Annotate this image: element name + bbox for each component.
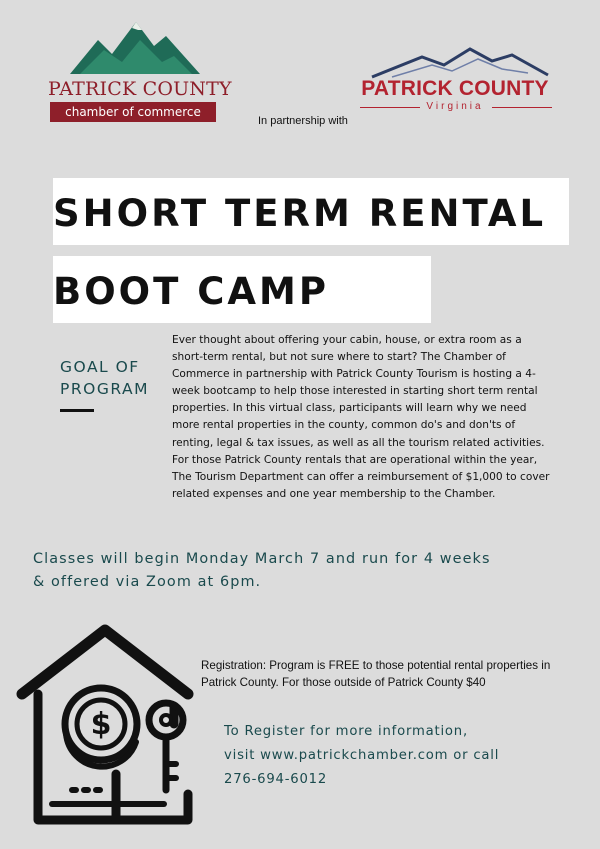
- mountain-logo-icon: [70, 18, 200, 76]
- tourism-logo: [352, 45, 558, 117]
- goal-paragraph-2: For those Patrick County rentals that are operational within the year, The Tourism Department can offer a reimbursement of $1,000 to cover related expenses and one year membership to the Chamber.: [172, 453, 550, 500]
- chamber-subtitle: chamber of commerce: [50, 102, 216, 122]
- chamber-name: PATRICK COUNTY: [48, 78, 232, 100]
- classes-info: [33, 548, 573, 594]
- mountain-outline-icon: [352, 45, 558, 79]
- tourism-subtitle: Virginia: [426, 101, 484, 112]
- goal-heading-line2: PROGRAM: [60, 380, 149, 398]
- tourism-name: PATRICK COUNTY: [361, 77, 549, 100]
- partnership-text: In partnership with: [258, 115, 348, 127]
- title-banner-2: [53, 256, 431, 323]
- register-info: [224, 720, 574, 792]
- chamber-logo: [48, 18, 232, 126]
- classes-line-1: Classes will begin Monday March 7 and run for 4 weeks: [33, 551, 491, 567]
- goal-paragraph-1: Ever thought about offering your cabin, house, or extra room as a short-term rental, but not sure where to start? The Chamber of Commerce in partnership with Patrick County Tourism is hosting a 4-week bootcamp to help those interested in starting short term rental properties. In this virtual class, participants will learn why we need more rental properties in the county, common do's and don'ts of renting, legal & tax issues, as well as all the tourism related activities.: [172, 334, 545, 449]
- register-line-2: visit www.patrickchamber.com or call: [224, 748, 500, 763]
- classes-line-2: & offered via Zoom at 6pm.: [33, 574, 262, 590]
- goal-heading: [60, 356, 170, 400]
- goal-body: [172, 332, 552, 503]
- title-line-1: SHORT TERM RENTAL: [53, 192, 547, 235]
- register-line-3: 276-694-6012: [224, 772, 328, 787]
- title-line-2: BOOT CAMP: [53, 270, 329, 313]
- title-banner-1: [53, 178, 569, 245]
- divider: [492, 107, 552, 108]
- goal-underline: [60, 409, 94, 412]
- svg-text:$: $: [90, 707, 112, 742]
- registration-text: Registration: Program is FREE to those potential rental properties in Patrick County. For those outside of Patrick County $40: [201, 659, 551, 689]
- register-line-1: To Register for more information,: [224, 724, 468, 739]
- goal-heading-line1: GOAL OF: [60, 358, 140, 376]
- house-key-dollar-icon: [16, 624, 194, 832]
